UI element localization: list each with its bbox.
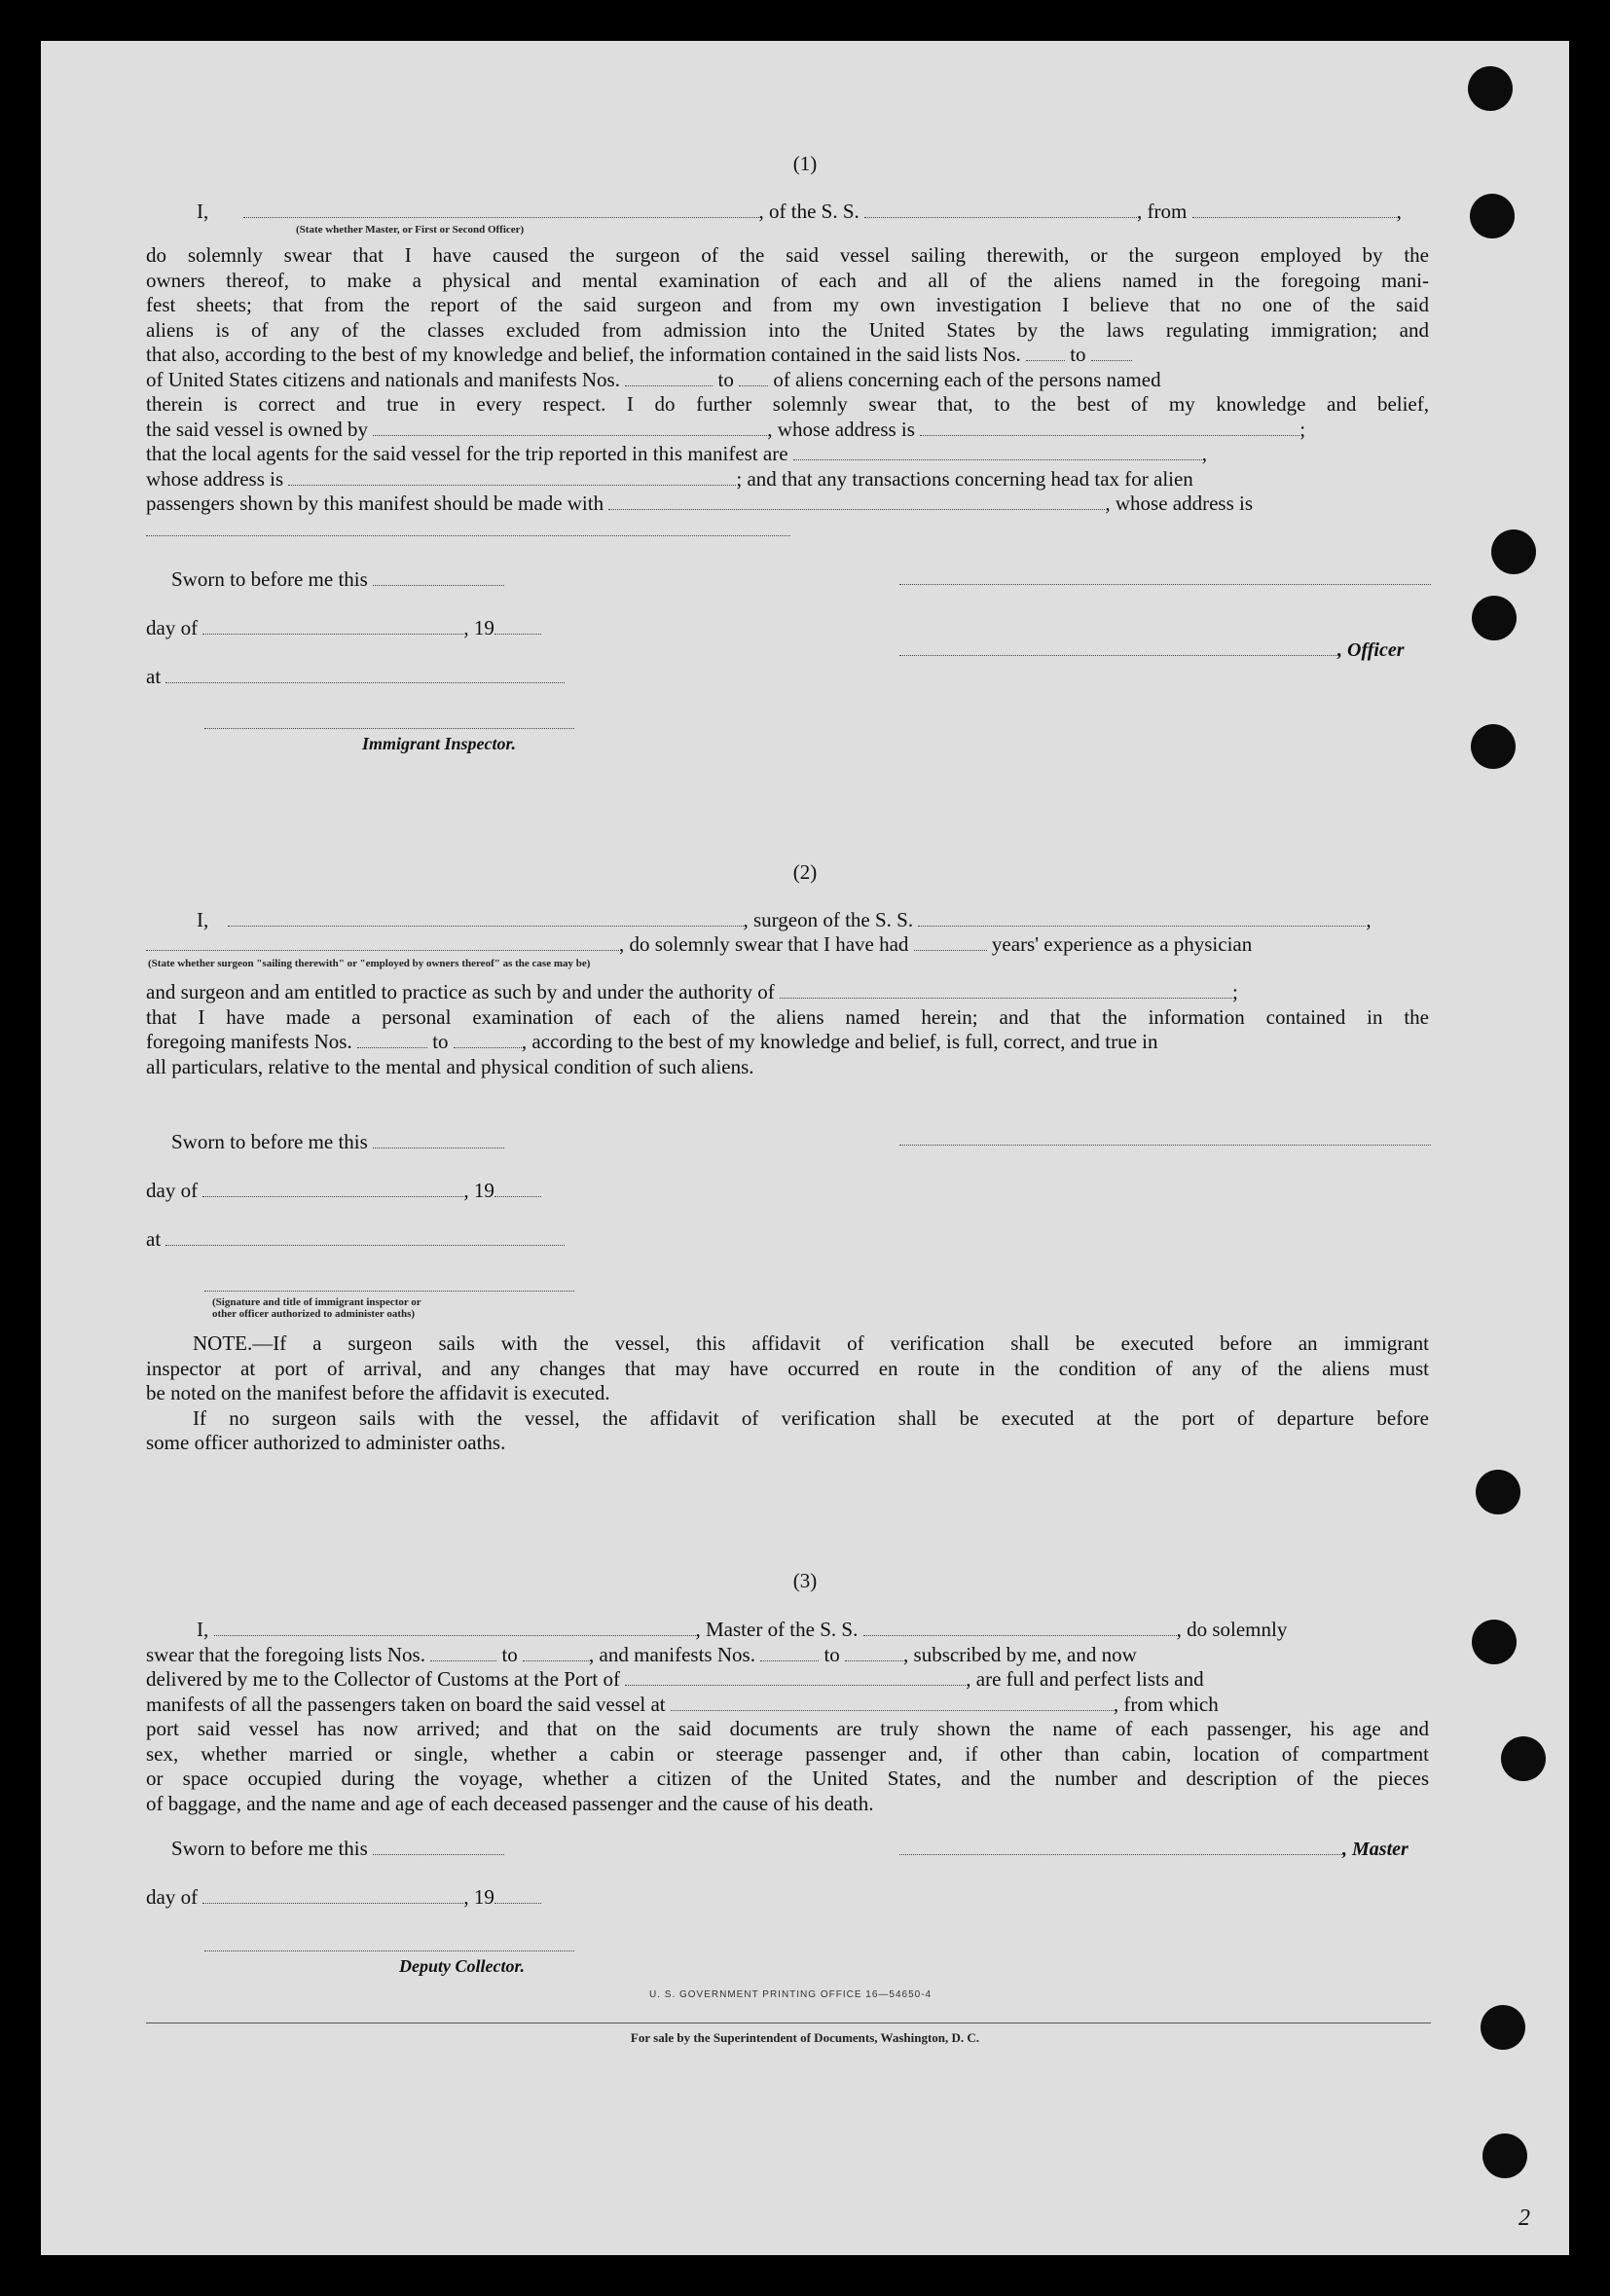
month-field[interactable] [202,618,463,635]
from-port-field[interactable] [1192,201,1397,218]
master-lists-to-field[interactable] [523,1645,589,1661]
section-2-line-2: , do solemnly swear that I have had years' experience as a physician [146,931,1252,957]
punch-hole [1482,2133,1527,2178]
form-sheet [41,41,1569,2255]
section-2-at: at [146,1226,565,1252]
surgeon-name-field[interactable] [228,910,744,927]
surgeon-status-field[interactable] [146,934,619,951]
master-manifests-from-field[interactable] [760,1645,819,1661]
year-field-3[interactable] [494,1887,541,1904]
officer-signature-field[interactable] [899,639,1337,656]
master-name-field[interactable] [214,1620,696,1636]
year-field[interactable] [494,618,541,635]
authority-field[interactable] [780,982,1232,999]
section-3-sworn: Sworn to before me this [171,1836,504,1861]
surgeon-manifests-from-field[interactable] [357,1032,427,1048]
section-2-sworn: Sworn to before me this [171,1129,504,1154]
note-paragraph: NOTE.—If a surgeon sails with the vessel, this affidavit of verification shall be executed before an immigrant inspector at port of arrival, and any changes that may have occurred en route in the condition of any of the aliens must be noted on the manifest before the affidavit is executed. If no surgeon sails with the vessel, the affidavit of verification shall be executed at the port of departure before some officer authorized to administer oaths. [146,1331,1429,1454]
punch-hole [1472,1620,1517,1664]
punch-hole [1471,724,1516,769]
inspector-signature-line-2[interactable] [204,1291,574,1292]
deputy-collector-label: Deputy Collector. [399,1956,525,1976]
section-2-number: (2) [792,860,818,884]
master-lists-from-field[interactable] [430,1645,496,1661]
years-experience-field[interactable] [914,934,987,951]
section-3-body: I, , Master of the S. S. , do solemnly swear that the foregoing lists Nos. to , and manifests Nos. to , subscribed by me, and now delivered by me to the Collector of Customs at the Port of , are full and perfect lists and manifests of all the passengers taken on board the said vessel at , from which port said vessel has now arrived; and that on the said documents are truly shown the name of each passenger, his age and sex, whether married or single, whether a cabin or steerage passenger and, if other than cabin, location of compartment or space occupied during the voyage, whether a citizen of the United States, and the number and description of the pieces of baggage, and the name and age of each deceased passenger and the cause of his death. [146,1618,1429,1815]
section-2-day-of: day of , 19 [146,1178,541,1203]
year-field-2[interactable] [494,1181,541,1197]
master-vessel-field[interactable] [863,1620,1177,1636]
master-signature-field[interactable] [899,1839,1342,1855]
owner-address-field[interactable] [920,419,1299,436]
surgeon-vessel-field[interactable] [918,910,1366,927]
punch-hole [1468,66,1513,111]
punch-hole [1501,1736,1546,1781]
officer-signature: , Officer [899,637,1405,663]
surgeon-signature-line[interactable] [899,1145,1431,1146]
local-agents-field[interactable] [793,444,1202,460]
officer-note: (State whether Master, or First or Second Officer) [296,224,525,236]
section-1-body: do solemnly swear that I have caused the surgeon of the said vessel sailing therewith, or the surgeon employed by the owners thereof, to make a physical and mental examination of each and all of the aliens named in the foregoing mani- fest sheets; that from the report of the said surgeon and from my own investigation I believe that no one of the said aliens is of any of the classes excluded from admission into the United States by the laws regulating immigration; and that also, according to the best of my knowledge and belief, the information contained in the said lists Nos. to of United States citizens and nationals and manifests Nos. to of aliens concerning each of the persons named therein is correct and true in every respect. I do further solemnly swear that, to the best of my knowledge and belief, the said vessel is owned by , whose address is ; that the local agents for the said vessel for the trip reported in this manifest are , whose address is ; and that any transactions concerning head tax for alien passengers shown by this manifest should be made with , whose address is [146,243,1429,515]
agents-address-field[interactable] [288,469,736,486]
inspector-signature-line[interactable] [204,728,574,729]
surgeon-note: (State whether surgeon "sailing therewith" or "employed by owners thereof" as the case may be) [148,958,591,969]
lists-from-field[interactable] [1026,345,1065,361]
boarding-port-field[interactable] [671,1695,1114,1711]
month-field-3[interactable] [202,1887,463,1904]
port-field[interactable] [625,1669,966,1686]
master-signature: , Master [899,1836,1409,1862]
officer-signature-line-1[interactable] [899,584,1431,585]
section-3-number: (3) [792,1569,818,1592]
section-1-line-1: I, , of the S. S. , from , [197,200,1402,223]
head-tax-agent-field[interactable] [608,493,1105,510]
place-field-2[interactable] [165,1229,565,1246]
section-1-sworn: Sworn to before me this [171,566,504,592]
punch-hole [1476,1470,1520,1514]
section-1-day-of: day of , 19 [146,615,541,640]
section-3-day-of: day of , 19 [146,1884,541,1910]
officer-name-field[interactable] [243,201,759,218]
punch-hole [1472,596,1517,640]
section-1-number: (1) [792,152,818,175]
manifests-from-field[interactable] [625,370,713,386]
for-sale-note: For sale by the Superintendent of Documents, Washington, D. C. [630,2030,980,2045]
section-2-line-1: I, , surgeon of the S. S. , [197,908,1372,931]
master-manifests-to-field[interactable] [845,1645,903,1661]
owner-field[interactable] [373,419,767,436]
sworn-day-field-2[interactable] [373,1132,504,1148]
deputy-signature-line[interactable] [204,1950,574,1951]
lists-to-field[interactable] [1091,345,1132,361]
sworn-day-field[interactable] [373,569,504,586]
vessel-name-field[interactable] [864,201,1137,218]
sworn-day-field-3[interactable] [373,1839,504,1855]
section-1-at: at [146,664,565,689]
month-field-2[interactable] [202,1181,463,1197]
signature-note-2: other officer authorized to administer oaths) [212,1308,416,1320]
manifests-to-field[interactable] [739,370,768,386]
place-field[interactable] [165,667,565,683]
head-tax-address-line[interactable] [146,535,790,536]
surgeon-manifests-to-field[interactable] [454,1032,522,1048]
punch-hole [1491,529,1536,574]
signature-note-1: (Signature and title of immigrant inspector or [212,1296,421,1308]
printing-office-imprint: U. S. GOVERNMENT PRINTING OFFICE 16—54650-4 [649,1989,933,2000]
margin-mark: 2 [1519,2205,1530,2231]
section-2-body: and surgeon and am entitled to practice as such by and under the authority of ; that I have made a personal examination of each of the aliens named herein; and that the information contained in the foregoing manifests Nos. to , according to the best of my knowledge and belief, is full, correct, and true in all particulars, relative to the mental and physical condition of such aliens. [146,980,1429,1078]
immigrant-inspector-label: Immigrant Inspector. [362,734,517,753]
punch-hole [1470,194,1515,238]
